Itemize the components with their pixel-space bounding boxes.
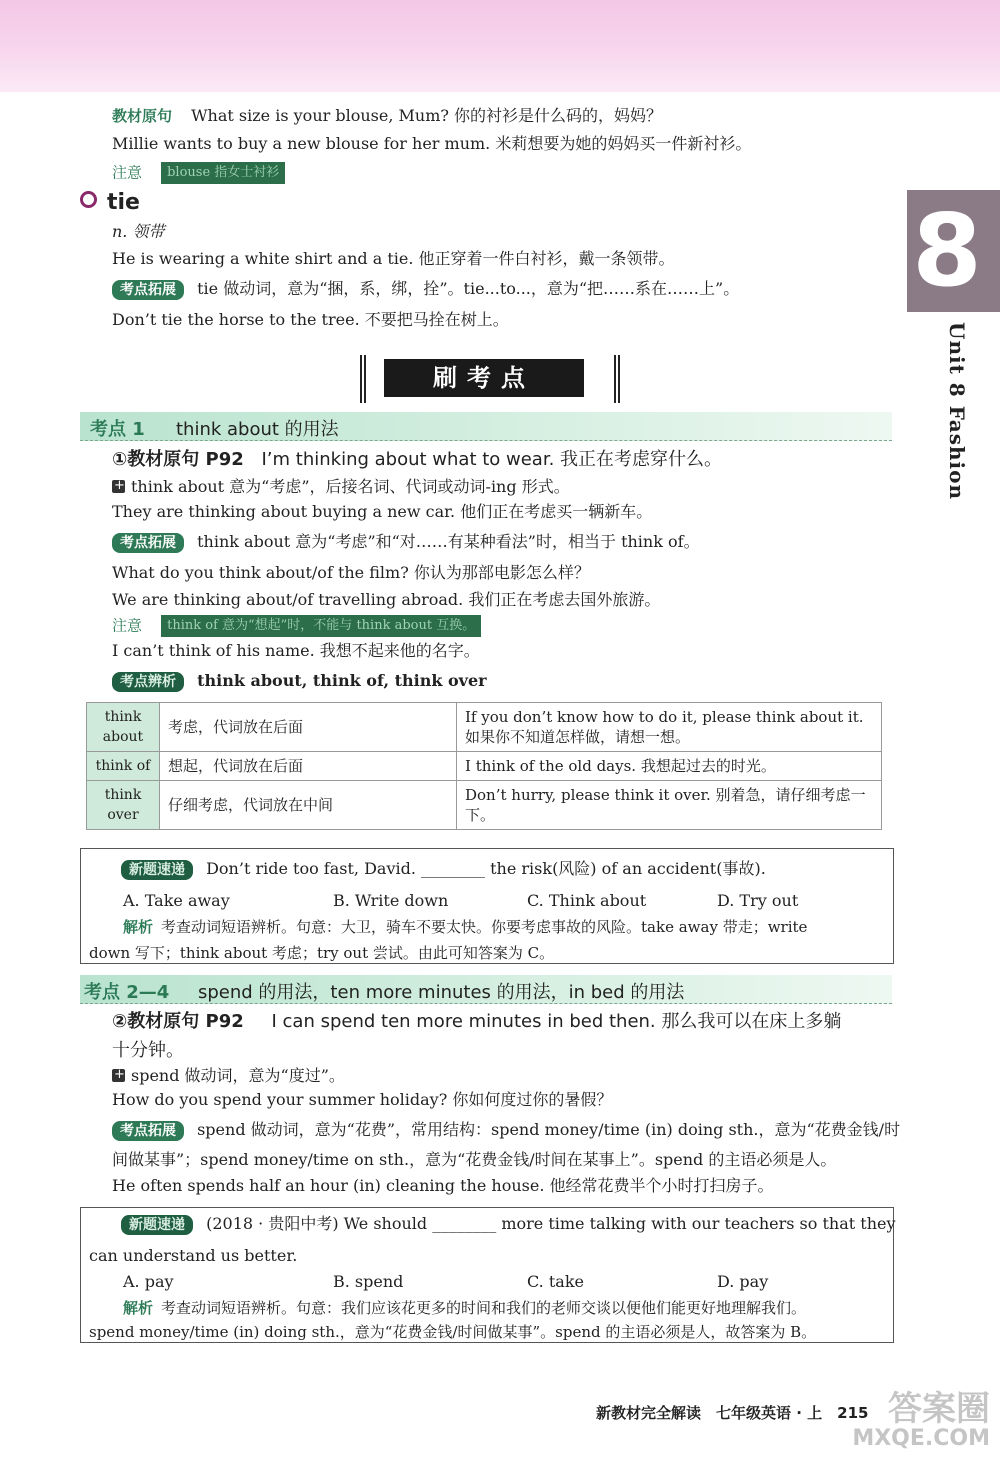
kd2-extension-text-1: spend 做动词，意为“花费”，常用结构：spend money/time (in) doing sth.，意为“花费金钱/时 (197, 1120, 901, 1139)
kd1-note-example: I can’t think of his name. 我想不起来他的名字。 (112, 641, 480, 660)
quiz-1-analysis-1 (123, 917, 807, 937)
exam-point-1-title: think about 的用法 (176, 419, 339, 440)
page-footer: 新教材完全解读 七年级英语 · 上 215 (596, 1404, 869, 1422)
tie-example: He is wearing a white shirt and a tie. 他正穿着一件白衬衫，戴一条领带。 (112, 249, 675, 268)
table-row (87, 752, 882, 781)
kd2-rule-example: How do you spend your summer holiday? 你如何度过你的暑假？ (112, 1090, 613, 1109)
kd1-note (112, 615, 481, 637)
quiz-1-analysis-text-1: 考查动词短语辨析。句意：大卫，骑车不要太快。你要考虑事故的风险。take away 带走；write (161, 918, 808, 936)
analysis-label: 解析 (123, 918, 154, 936)
exam-point-1-label: 考点 1 (90, 419, 145, 440)
table-row (87, 703, 882, 752)
quiz-2-analysis-2: spend money/time (in) doing sth.，意为“花费金钱/时间做某事”。spend 的主语必须是人，故答案为 B。 (89, 1323, 817, 1341)
note-text: blouse 指女士衬衫 (161, 162, 285, 184)
kd2-sentence (112, 1011, 841, 1033)
table-cell-meaning: 仔细考虑，代词放在中间 (160, 781, 457, 830)
kd1-compare-title: think about, think of, think over (197, 671, 487, 690)
kd1-sentence (112, 449, 722, 471)
note-label: 注意 (112, 616, 143, 635)
kd1-rule (112, 477, 570, 497)
quiz-1-text: Don’t ride too fast, David. ________ the risk(风险) of an accident(事故). (206, 859, 766, 878)
quiz-2-option-d: D. pay (717, 1272, 769, 1291)
quiz-box-2 (80, 1207, 894, 1343)
kd1-sentence-text: I’m thinking about what to wear. 我正在考虑穿什么。 (261, 449, 723, 470)
unit-number: 8 (912, 192, 982, 309)
textbook-sentence-line (112, 106, 662, 126)
table-cell-example: If you don’t know how to do it, please think about it. 如果你不知道怎样做，请想一想。 (457, 703, 882, 752)
tag-new-question: 新题速递 (121, 860, 193, 880)
exam-point-2-title: spend 的用法，ten more minutes 的用法，in bed 的用法 (198, 982, 685, 1003)
table-cell-phrase: think over (87, 781, 160, 830)
kd2-extension (112, 1120, 900, 1141)
tag-exam-extension: 考点拓展 (112, 280, 184, 300)
quiz-1-option-a: A. Take away (123, 891, 230, 910)
table-cell-meaning: 想起，代词放在后面 (160, 752, 457, 781)
kd2-rule-text: spend 做动词，意为“度过”。 (131, 1066, 345, 1085)
textbook-sentence-text: What size is your blouse, Mum? 你的衬衫是什么码的，妈妈？ (191, 106, 663, 125)
kd1-sentence-label: ①教材原句 P92 (112, 449, 244, 470)
plus-square-icon (112, 480, 125, 493)
section-banner (360, 355, 620, 403)
tie-extension-text: tie 做动词，意为“捆，系，绑，拴”。tie...to...，意为“把……系在……上”。 (197, 279, 740, 298)
table-cell-phrase: think about (87, 703, 160, 752)
word-entry-tie (80, 190, 140, 216)
table-row (87, 781, 882, 830)
kd1-note-text: think of 意为“想起”时，不能与 think about 互换。 (161, 615, 481, 637)
kd1-extension (112, 532, 700, 553)
quiz-1-analysis-2: down 写下；think about 考虑；try out 尝试。由此可知答案为 C。 (89, 944, 555, 962)
kd2-extension-example: He often spends half an hour (in) cleaning the house. 他经常花费半个小时打扫房子。 (112, 1176, 774, 1195)
tag-new-question: 新题速递 (121, 1215, 193, 1235)
kd1-rule-text: think about 意为“考虑”，后接名词、代词或动词-ing 形式。 (131, 477, 570, 496)
kd2-extension-text-2: 间做某事”；spend money/time on sth.，意为“花费金钱/时间在某事上”。spend 的主语必须是人。 (112, 1150, 837, 1169)
plus-square-icon (112, 1069, 125, 1082)
note-label: 注意 (112, 163, 143, 182)
kd1-rule-example: They are thinking about buying a new car. 他们正在考虑买一辆新车。 (112, 502, 653, 521)
note-line (112, 162, 285, 184)
quiz-2-analysis-text-1: 考查动词短语辨析。句意：我们应该花更多的时间和我们的老师交谈以便他们能更好地理解我们。 (161, 1299, 807, 1317)
quiz-2-text-2: can understand us better. (89, 1246, 298, 1265)
table-cell-example: I think of the old days. 我想起过去的时光。 (457, 752, 882, 781)
analysis-label: 解析 (123, 1299, 154, 1317)
tie-extension-example: Don’t tie the horse to the tree. 不要把马拴在树上。 (112, 310, 509, 329)
bullet-icon (80, 191, 97, 208)
quiz-1-option-b: B. Write down (333, 891, 449, 910)
quiz-1-option-c: C. Think about (527, 891, 647, 910)
kd2-sentence-label: ②教材原句 P92 (112, 1011, 244, 1032)
quiz-box-1 (80, 848, 894, 964)
kd1-extension-example-2: We are thinking about/of travelling abroad. 我们正在考虑去国外旅游。 (112, 590, 661, 609)
exam-point-2-label: 考点 2—4 (84, 982, 170, 1003)
kd2-rule (112, 1066, 345, 1086)
unit-title-vertical: Unit 8 Fashion (945, 322, 969, 501)
kd2-sentence-text-2: 十分钟。 (112, 1040, 184, 1061)
tag-exam-compare: 考点辨析 (112, 672, 184, 692)
kd1-compare (112, 671, 487, 692)
kd2-sentence-text-1: I can spend ten more minutes in bed then. 那么我可以在床上多躺 (271, 1011, 842, 1032)
word-tie: tie (107, 190, 140, 215)
quiz-2-option-b: B. spend (333, 1272, 404, 1291)
quiz-2-option-a: A. pay (123, 1272, 174, 1291)
quiz-2-analysis-1 (123, 1298, 806, 1318)
tag-exam-extension: 考点拓展 (112, 533, 184, 553)
watermark-logo (800, 1389, 990, 1454)
watermark-line-1: 答案圈 (888, 1389, 990, 1429)
tag-exam-extension: 考点拓展 (112, 1121, 184, 1141)
kd1-extension-text: think about 意为“考虑”和“对……有某种看法”时，相当于 think of。 (197, 532, 700, 551)
kd1-extension-example-1: What do you think about/of the film? 你认为那部电影怎么样？ (112, 563, 590, 582)
banner-title: 刷考点 (384, 359, 584, 397)
quiz-1-question (121, 859, 766, 880)
watermark-line-2: MXQE.COM (852, 1426, 990, 1451)
table-cell-phrase: think of (87, 752, 160, 781)
quiz-2-option-c: C. take (527, 1272, 584, 1291)
textbook-sentence-label: 教材原句 (112, 107, 173, 125)
quiz-1-option-d: D. Try out (717, 891, 799, 910)
part-of-speech: n. 领带 (112, 222, 165, 241)
tie-extension (112, 279, 739, 300)
quiz-2-question (121, 1214, 896, 1235)
example-line: Millie wants to buy a new blouse for her mum. 米莉想要为她的妈妈买一件新衬衫。 (112, 134, 752, 153)
table-cell-meaning: 考虑，代词放在后面 (160, 703, 457, 752)
compare-table (86, 702, 882, 830)
quiz-2-text-1: (2018 · 贵阳中考) We should ________ more time talking with our teachers so that they (206, 1214, 896, 1233)
exam-point-1-header (80, 412, 892, 441)
table-cell-example: Don’t hurry, please think it over. 别着急，请仔细考虑一下。 (457, 781, 882, 830)
top-decor-band (0, 0, 1000, 92)
exam-point-2-header (80, 975, 892, 1004)
